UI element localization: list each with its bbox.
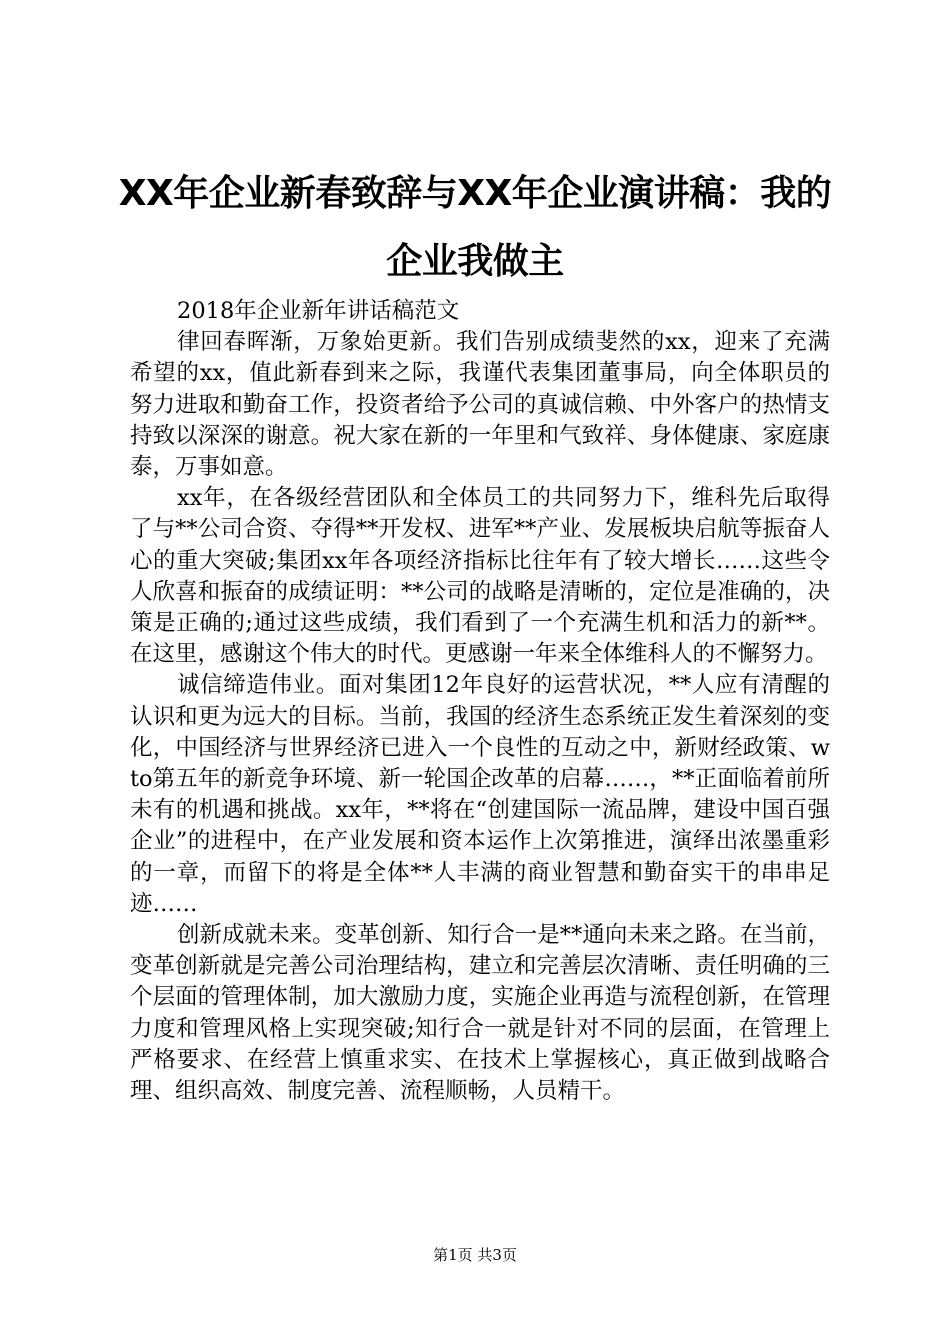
page-number-footer: 第1页 共3页: [433, 1246, 517, 1264]
document-subtitle: 2018年企业新年讲话稿范文: [177, 298, 460, 324]
paragraph-2: xx年，在各级经营团队和全体员工的共同努力下，维科先后取得了与**公司合资、夺得**开发权、进军**产业、发展板块启航等振奋人心的重大突破;集团xx年各项经济指标比往年有了较大增长……这些令人欣喜和振奋的成绩证明：**公司的战略是清晰的，定位是准确的，决策是正确的;通过这些成绩，我们看到了一个充满生机和活力的新**。在这里，感谢这个伟大的时代。更感谢一年来全体维科人的不懈努力。: [130, 485, 830, 668]
paragraph-4: 创新成就未来。变革创新、知行合一是**通向未来之路。在当前，变革创新就是完善公司治理结构，建立和完善层次清晰、责任明确的三个层面的管理体制，加大激励力度，实施企业再造与流程创新，在管理力度和管理风格上实现突破;知行合一就是针对不同的层面，在管理上严格要求、在经营上慎重求实、在技术上掌握核心，真正做到战略合理、组织高效、制度完善、流程顺畅，人员精干。: [130, 922, 830, 1105]
paragraph-3: 诚信缔造伟业。面对集团12年良好的运营状况，**人应有清醒的认识和更为远大的目标。当前，我国的经济生态系统正发生着深刻的变化，中国经济与世界经济已进入一个良性的互动之中，新财经政策、wto第五年的新竞争环境、新一轮国企改革的启幕……，**正面临着前所未有的机遇和挑战。xx年，**将在“创建国际一流品牌，建设中国百强企业”的进程中，在产业发展和资本运作上次第推进，演绎出浓墨重彩的一章，而留下的将是全体**人丰满的商业智慧和勤奋实干的串串足迹……: [130, 672, 830, 917]
paragraph-1: 律回春晖渐，万象始更新。我们告别成绩斐然的xx，迎来了充满希望的xx，值此新春到来之际，我谨代表集团董事局，向全体职员的努力进取和勤奋工作，投资者给予公司的真诚信赖、中外客户的热情支持致以深深的谢意。祝大家在新的一年里和气致祥、身体健康、家庭康泰，万事如意。: [130, 329, 830, 481]
document-title: XX年企业新春致辞与XX年企业演讲稿：我的企业我做主: [118, 173, 832, 282]
document-body: [130, 296, 830, 1107]
